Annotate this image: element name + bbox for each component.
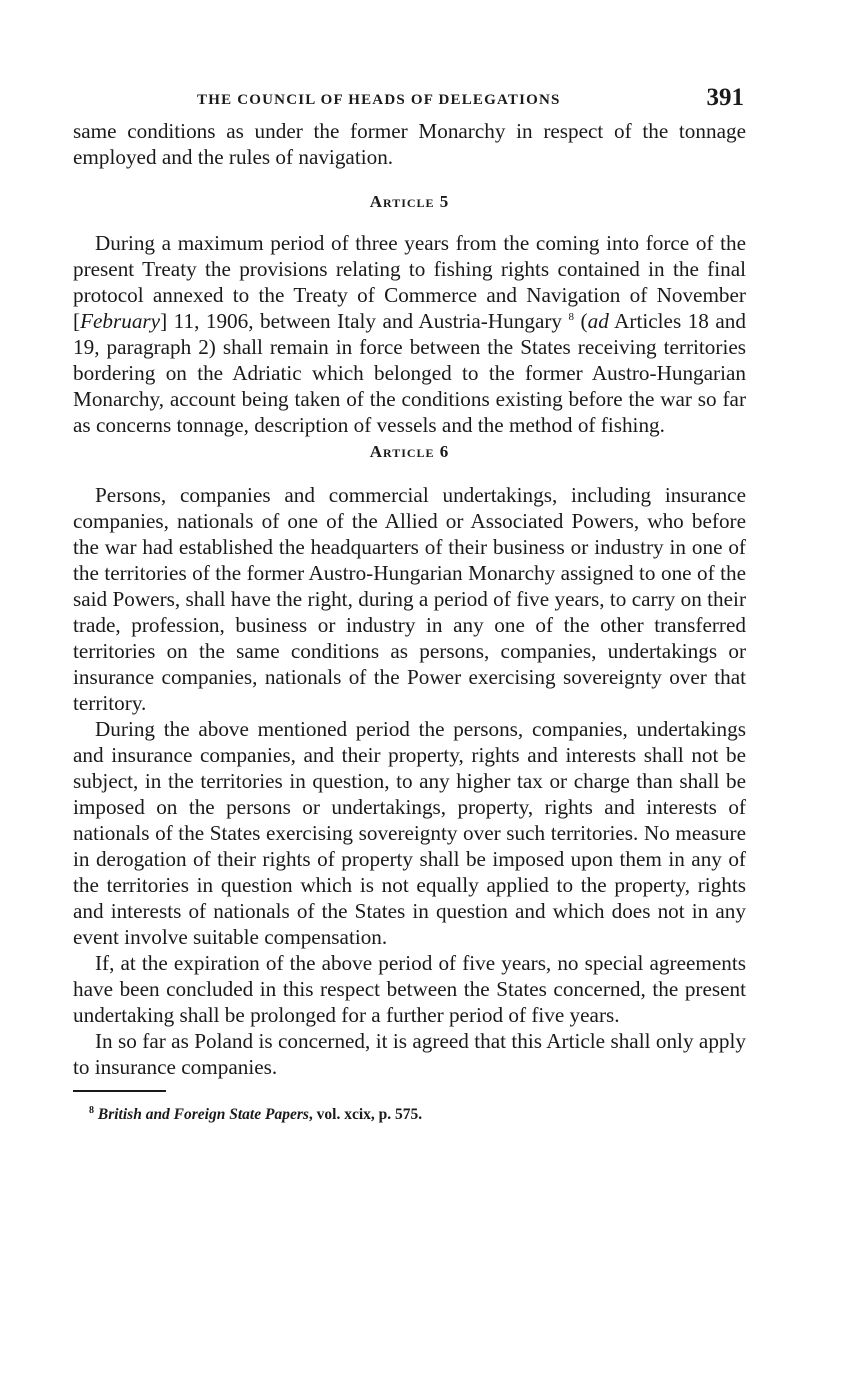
article-6-paragraph-2: During the above mentioned period the persons, companies, undertakings and insurance companies, and their property, rights and interests shall not be subject, in the territories in question, to any higher tax or charge than shall be imposed on the persons or undertakings, property, rights and interests of nationals of the States exercising sovereignty over such territories. No measure in derogation of their rights of property shall be imposed upon them in any of the territories in question which is not equally applied to the property, rights and interests of nationals of the States in question and which does not in any event involve suitable compensation. [73, 717, 746, 949]
running-title: THE COUNCIL OF HEADS OF DELEGATIONS [197, 92, 561, 108]
article-5-text-c: ( [574, 309, 588, 333]
footnote [73, 1106, 746, 1124]
article-5-text-d: Articles 18 and 19, paragraph 2) shall remain in force between the States receiving territories bordering on the Adriatic which belonged to the former Austro-Hungarian Monarchy, account being taken of the conditions existing before the war so far as concerns tonnage, description of vessels and the method of fishing. [73, 309, 746, 437]
article-5-italic-ad: ad [587, 309, 609, 333]
footnote-reference: 8 [568, 310, 575, 323]
article-6-paragraph-1: Persons, companies and commercial undertakings, including insurance companies, nationals of one of the Allied or Associated Powers, who before the war had established the headquarters of their business or industry in one of the territories of the former Austro-Hungarian Monarchy assigned to one of the said Powers, shall have the right, during a period of five years, to carry on their trade, profession, business or industry in any one of the other transferred territories on the same conditions as persons, companies, undertakings or insurance companies, nationals of the Power exercising sovereignty over that territory. [73, 483, 746, 715]
body-text [73, 118, 746, 1080]
article-6-heading: Article 6 [369, 442, 450, 461]
article-5-italic-month: February [80, 309, 161, 333]
footnote-rest: , vol. xcix, p. 575. [308, 1106, 423, 1123]
article-5-text-b: ] 11, 1906, between Italy and Austria-Hungary [160, 309, 562, 333]
page-number: 391 [706, 84, 744, 111]
footnote-marker: 8 [89, 1104, 94, 1116]
article-5-text-a: During a maximum period of three years from the coming into force of the present Treaty the provisions relating to fishing rights contained in the final protocol annexed to the Treaty of Commerce and Navigation of November [ [73, 231, 746, 333]
continuation-paragraph: same conditions as under the former Monarchy in respect of the tonnage employed and the rules of navigation. [73, 119, 746, 169]
article-6-paragraph-4: In so far as Poland is concerned, it is agreed that this Article shall only apply to insurance companies. [73, 1029, 746, 1079]
running-header [73, 84, 746, 118]
article-6-paragraph-3: If, at the expiration of the above period of five years, no special agreements have been concluded in this respect between the States concerned, the present undertaking shall be prolonged for a further period of five years. [73, 951, 746, 1027]
footnote-divider [73, 1090, 166, 1092]
article-5-paragraph [73, 230, 746, 438]
article-5-heading: Article 5 [369, 192, 450, 211]
footnote-title: British and Foreign State Papers [97, 1106, 309, 1123]
document-page [73, 84, 746, 1124]
